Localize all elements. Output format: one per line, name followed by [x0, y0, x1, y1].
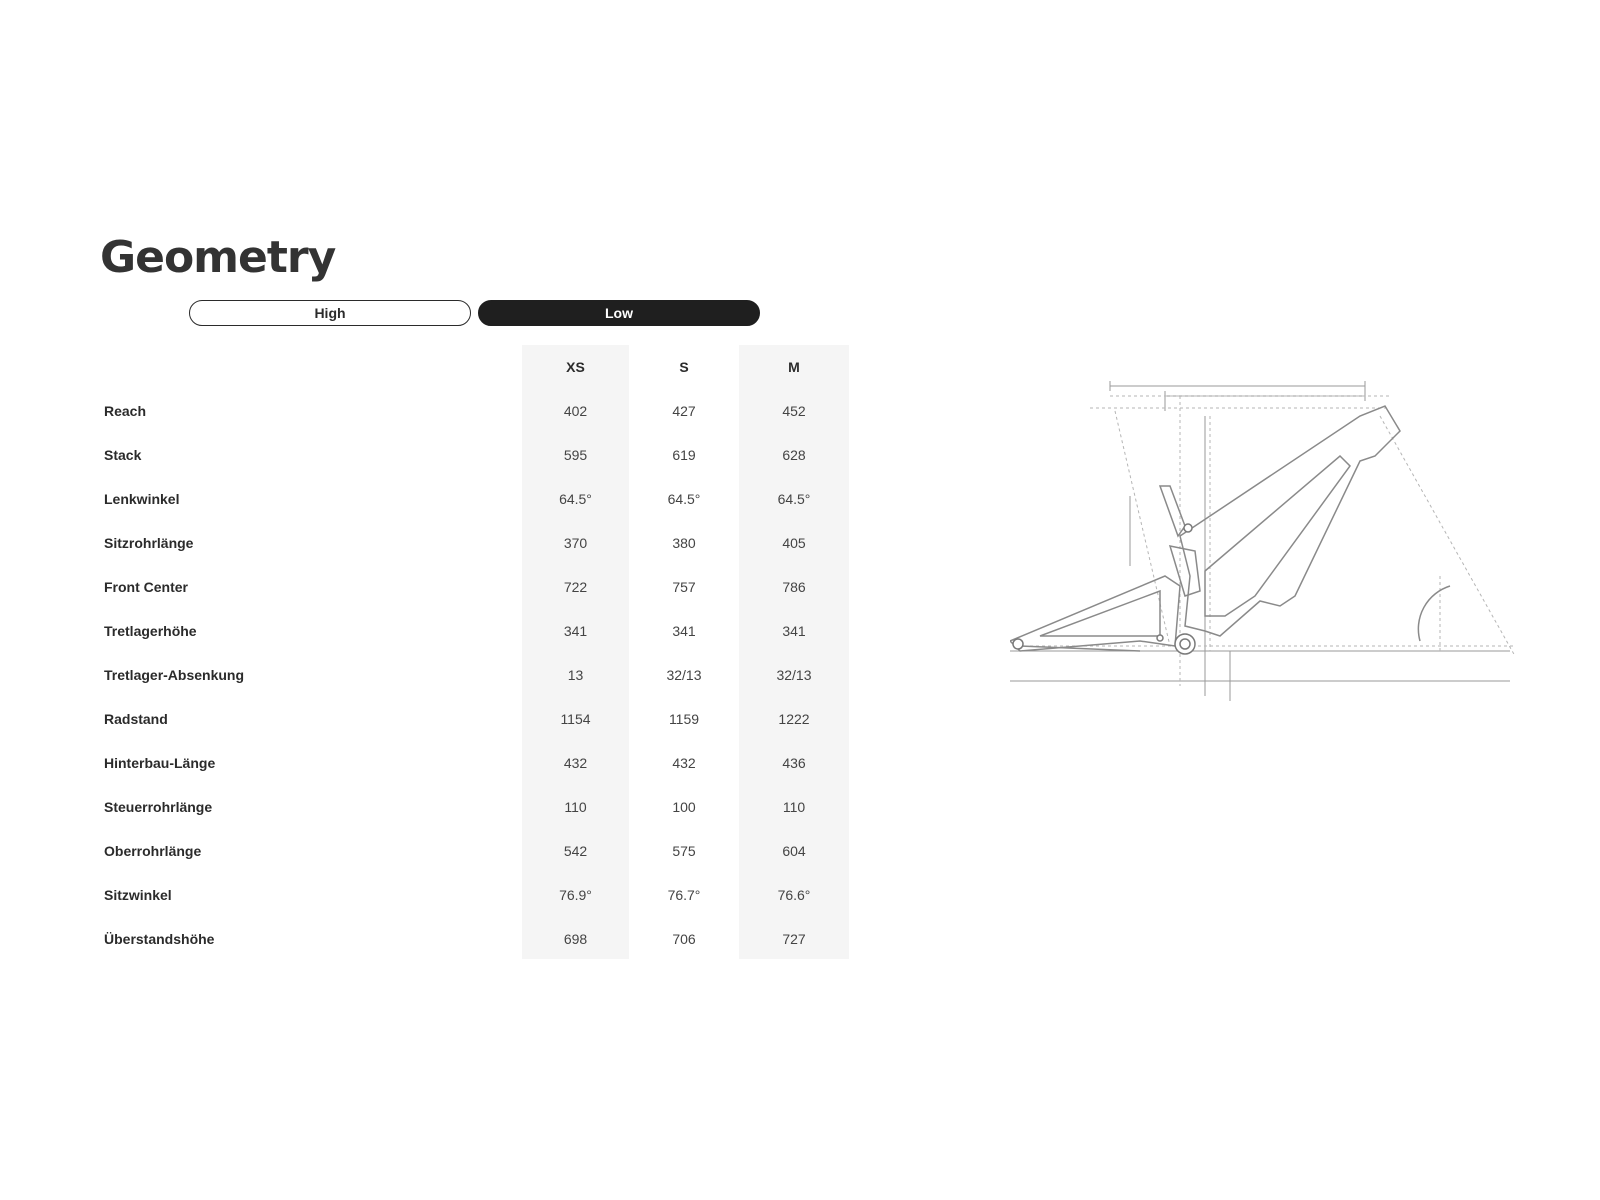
cell-m: 76.6° — [777, 887, 811, 903]
cell-xs: 432 — [563, 755, 588, 771]
cell-xs: 110 — [564, 799, 587, 815]
header-size-m: M — [788, 359, 800, 375]
cell-m: 32/13 — [776, 667, 812, 683]
page-title: Geometry — [100, 232, 336, 283]
cell-m: 786 — [782, 579, 806, 595]
cell-s: 76.7° — [667, 887, 701, 903]
header-size-xs: XS — [566, 359, 585, 375]
toggle-low-button[interactable]: Low — [478, 300, 760, 326]
table-row — [96, 609, 849, 653]
cell-xs: 76.9° — [559, 887, 592, 903]
cell-s: 757 — [672, 579, 696, 595]
cell-s: 427 — [672, 403, 696, 419]
row-label: Tretlager-Absenkung — [104, 667, 245, 683]
cell-xs: 341 — [563, 623, 588, 639]
cell-s: 64.5° — [667, 491, 701, 507]
table-row — [96, 873, 849, 917]
table-header-row — [96, 345, 849, 389]
table-row — [96, 565, 849, 609]
cell-xs: 595 — [563, 447, 588, 463]
cell-xs: 698 — [563, 931, 588, 947]
cell-s: 341 — [672, 623, 696, 639]
cell-xs: 402 — [563, 403, 588, 419]
cell-s: 32/13 — [666, 667, 702, 683]
toggle-high-button[interactable]: High — [189, 300, 471, 326]
row-label: Front Center — [104, 579, 188, 595]
cell-xs: 64.5° — [559, 491, 592, 507]
row-label: Oberrohrlänge — [104, 843, 202, 859]
table-row — [96, 521, 849, 565]
cell-m: 1222 — [778, 711, 810, 727]
header-size-s: S — [679, 359, 689, 375]
cell-m: 64.5° — [777, 491, 811, 507]
bike-frame-geometry-diagram — [1010, 376, 1520, 706]
row-label: Lenkwinkel — [104, 491, 180, 507]
table-row — [96, 741, 849, 785]
row-label: Reach — [104, 403, 147, 419]
cell-xs: 542 — [563, 843, 588, 859]
cell-xs: 370 — [563, 535, 588, 551]
table-row — [96, 477, 849, 521]
table-row — [96, 653, 849, 697]
row-label: Steuerrohrlänge — [104, 799, 213, 815]
cell-s: 706 — [672, 931, 696, 947]
table-row — [96, 785, 849, 829]
cell-xs: 1154 — [560, 711, 591, 727]
row-label: Tretlagerhöhe — [104, 623, 197, 639]
cell-m: 405 — [782, 535, 806, 551]
table-row — [96, 697, 849, 741]
cell-s: 575 — [672, 843, 696, 859]
cell-s: 380 — [672, 535, 696, 551]
row-label: Überstandshöhe — [104, 931, 215, 947]
cell-xs: 722 — [563, 579, 588, 595]
row-label: Hinterbau-Länge — [104, 755, 216, 771]
row-label: Sitzrohrlänge — [104, 535, 194, 551]
cell-m: 628 — [782, 447, 806, 463]
cell-m: 110 — [782, 799, 806, 815]
cell-s: 619 — [672, 447, 696, 463]
cell-m: 727 — [782, 931, 806, 947]
cell-s: 1159 — [668, 711, 700, 727]
table-row — [96, 389, 849, 433]
table-row — [96, 917, 849, 961]
table-row — [96, 433, 849, 477]
cell-m: 452 — [782, 403, 806, 419]
row-label: Stack — [104, 447, 142, 463]
cell-xs: 13 — [567, 667, 584, 683]
header-empty — [96, 345, 522, 389]
row-label: Radstand — [104, 711, 168, 727]
cell-m: 604 — [782, 843, 806, 859]
cell-s: 100 — [672, 799, 696, 815]
cell-m: 341 — [782, 623, 806, 639]
cell-m: 436 — [782, 755, 806, 771]
row-label: Sitzwinkel — [104, 887, 172, 903]
geometry-table — [96, 345, 849, 961]
cell-s: 432 — [672, 755, 696, 771]
table-row — [96, 829, 849, 873]
